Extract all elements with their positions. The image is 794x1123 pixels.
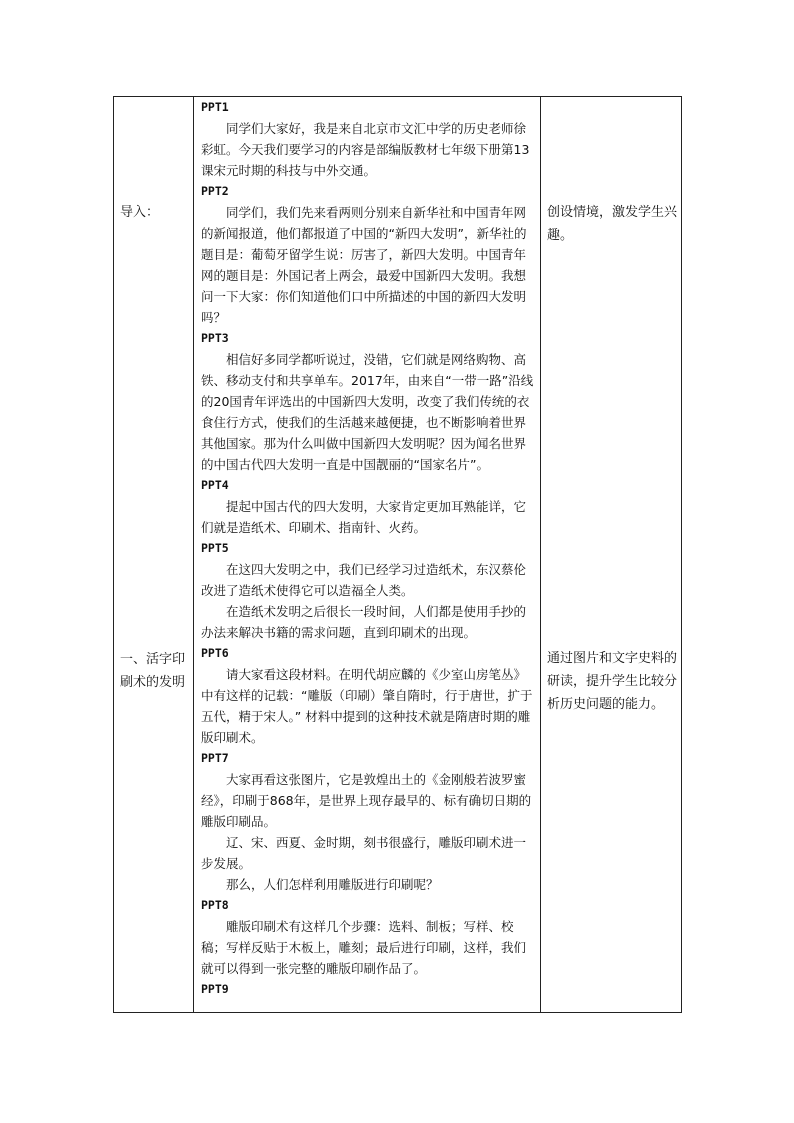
- slide-title: PPT4: [201, 478, 229, 492]
- paragraph: 大家再看这张图片，它是敦煌出土的《金刚般若波罗蜜经》，印刷于868年，是世界上现存最早的、标有确切日期的雕版印刷品。: [201, 772, 532, 829]
- slide-title: PPT9: [201, 982, 229, 996]
- paragraph: 在这四大发明之中，我们已经学习过造纸术，东汉蔡伦改进了造纸术使得它可以造福全人类。: [201, 562, 527, 598]
- paragraph: 同学们，我们先来看两则分别来自新华社和中国青年网的新闻报道，他们都报道了中国的“新四大发明”，新华社的题目是：葡萄牙留学生说：厉害了，新四大发明。中国青年网的题目是：外国记者上两会，最爱中国新四大发明。我想问一下大家：你们知道他们口中所描述的中国的新四大发明吗？: [201, 205, 527, 325]
- design-intent-cell: [541, 97, 682, 1013]
- table-row: [114, 97, 682, 1013]
- slide-title: PPT2: [201, 184, 229, 198]
- slide-title: PPT1: [201, 100, 229, 114]
- paragraph: 提起中国古代的四大发明，大家肯定更加耳熟能详，它们就是造纸术、印刷术、指南针、火药。: [201, 499, 527, 535]
- slide-title: PPT3: [201, 331, 229, 345]
- paragraph: 那么，人们怎样利用雕版进行印刷呢？: [226, 877, 439, 892]
- lesson-plan-table: [113, 96, 682, 1013]
- paragraph: 同学们大家好，我是来自北京市文汇中学的历史老师徐彩虹。今天我们要学习的内容是部编版教材七年级下册第13课宋元时期的科技与中外交通。: [201, 121, 530, 178]
- slide-title: PPT6: [201, 646, 229, 660]
- paragraph: 在造纸术发明之后很长一段时间，人们都是使用手抄的办法来解决书籍的需求问题，直到印刷术的出现。: [201, 604, 527, 640]
- teaching-content-cell: [194, 97, 541, 1013]
- slide-title: PPT8: [201, 898, 229, 912]
- intro-label: 导入：: [120, 205, 160, 220]
- slide-title: PPT7: [201, 751, 229, 765]
- intro-note: 创设情境，激发学生兴趣。: [547, 205, 678, 243]
- paragraph: 雕版印刷术有这样几个步骤：选料、制板；写样、校稿；写样反贴于木板上，雕刻；最后进行印刷，这样，我们就可以得到一张完整的雕版印刷作品了。: [201, 919, 527, 976]
- stage-label-cell: [114, 97, 194, 1013]
- invention-note: 通过图片和文字史料的研读，提升学生比较分析历史问题的能力。: [547, 651, 678, 712]
- paragraph: 请大家看这段材料。在明代胡应麟的《少室山房笔丛》中有这样的记载：“雕版（印刷）肇自隋时，行于唐世，扩于五代，精于宋人。” 材料中提到的这种技术就是隋唐时期的雕版印刷术。: [201, 667, 533, 745]
- paragraph: 相信好多同学都听说过，没错，它们就是网络购物、高铁、移动支付和共享单车。2017年，由来自“一带一路”沿线的20国青年评选出的中国新四大发明，改变了我们传统的衣食住行方式，使我们的生活越来越便捷，也不断影响着世界其他国家。那为什么叫做中国新四大发明呢？因为闻名世界的中国古代四大发明一直是中国靓丽的“国家名片”。: [201, 352, 534, 472]
- paragraph: 辽、宋、西夏、金时期，刻书很盛行，雕版印刷术进一步发展。: [201, 835, 527, 871]
- invention-label: 一、活字印刷术的发明: [120, 652, 186, 690]
- slide-title: PPT5: [201, 541, 229, 555]
- teaching-content: [194, 97, 540, 1000]
